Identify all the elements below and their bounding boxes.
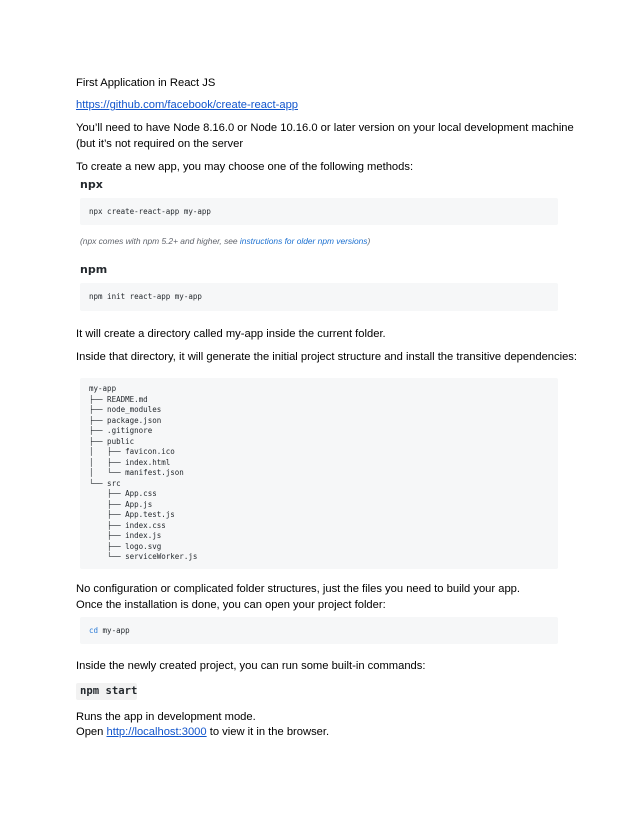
npx-note-suffix: ) <box>367 236 371 246</box>
tree-line: ├── package.json <box>89 415 162 425</box>
inside-directory-text: Inside that directory, it will generate the initial project structure and install the transitive dependencies: <box>76 351 578 363</box>
tree-line: └── src <box>89 478 121 488</box>
requirement-line-2: (but it’s not required on the server <box>76 138 244 150</box>
tree-line: ├── index.css <box>89 520 166 530</box>
open-localhost-line <box>76 725 329 740</box>
npm-start-command: npm start <box>76 683 137 700</box>
npm-heading: npm <box>80 263 108 276</box>
cd-argument: my-app <box>98 626 130 635</box>
tree-line: ├── logo.svg <box>89 541 162 551</box>
tree-line: my-app <box>89 384 117 393</box>
no-config-text: No configuration or complicated folder structures, just the files you need to build your app. <box>76 583 521 595</box>
tree-line: ├── public <box>89 436 135 446</box>
tree-line: ├── App.css <box>89 489 157 498</box>
open-suffix: to view it in the browser. <box>206 726 330 738</box>
open-prefix: Open <box>76 726 107 738</box>
tree-line: │ └── manifest.json <box>89 468 184 477</box>
older-npm-versions-link[interactable]: instructions for older npm versions <box>239 236 368 246</box>
npx-code-block <box>80 198 558 225</box>
npm-code-block <box>80 283 558 311</box>
cd-code-block <box>80 617 558 644</box>
npx-note <box>80 236 370 246</box>
tree-line: ├── node_modules <box>89 405 162 414</box>
tree-line: ├── README.md <box>89 394 148 404</box>
tree-line: │ ├── favicon.ico <box>89 447 175 456</box>
tree-line: ├── .gitignore <box>89 426 153 435</box>
tree-line: ├── App.js <box>89 499 153 509</box>
folder-tree <box>89 384 197 563</box>
doc-title: First Application in React JS <box>76 77 216 89</box>
tree-line: │ ├── index.html <box>89 457 171 467</box>
tree-line: ├── index.js <box>89 531 162 540</box>
creates-directory-text: It will create a directory called my-app inside the current folder. <box>76 328 386 340</box>
runs-app-text: Runs the app in development mode. <box>76 711 256 723</box>
once-installed-text: Once the installation is done, you can open your project folder: <box>76 599 386 611</box>
methods-intro: To create a new app, you may choose one of the following methods: <box>76 161 414 173</box>
npx-command: npx create-react-app my-app <box>89 207 211 216</box>
npx-heading: npx <box>80 178 103 191</box>
cd-keyword: cd <box>89 626 99 635</box>
builtin-commands-intro: Inside the newly created project, you can run some built-in commands: <box>76 660 426 672</box>
create-react-app-link[interactable]: https://github.com/facebook/create-react-app <box>76 99 299 111</box>
tree-line: ├── App.test.js <box>89 510 175 519</box>
localhost-link[interactable]: http://localhost:3000 <box>106 726 207 738</box>
folder-tree-block <box>80 378 558 569</box>
npm-command: npm init react-app my-app <box>89 292 202 301</box>
tree-line: └── serviceWorker.js <box>89 552 198 561</box>
npx-note-prefix: (npx comes with npm 5.2+ and higher, see <box>80 236 240 246</box>
create-react-app-link-line <box>76 98 298 113</box>
requirement-line-1: You’ll need to have Node 8.16.0 or Node 10.16.0 or later version on your local development machine <box>76 122 574 134</box>
cd-command <box>89 626 130 635</box>
